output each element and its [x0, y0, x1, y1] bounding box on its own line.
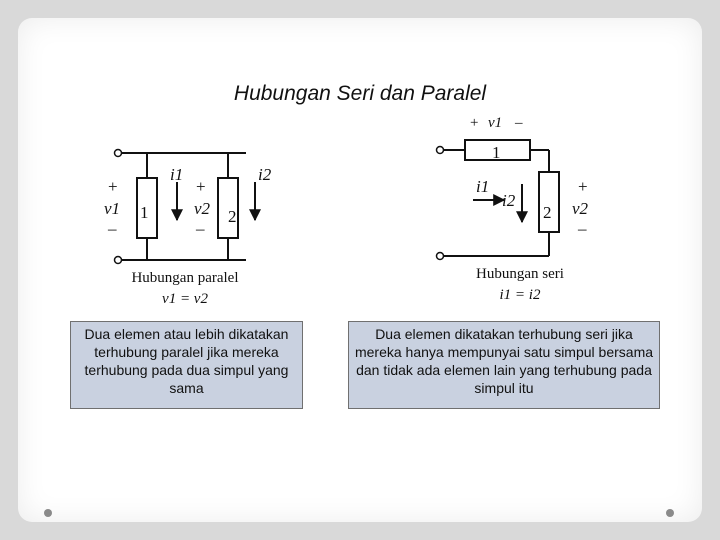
- series-i1-label: i1: [476, 177, 490, 196]
- parallel-plus-left: +: [108, 177, 118, 196]
- parallel-top-terminal: [115, 150, 122, 157]
- series-caption: [430, 264, 610, 306]
- series-minus-top: –: [515, 115, 523, 131]
- parallel-minus-mid: –: [196, 219, 205, 238]
- series-top-terminal: [437, 147, 444, 154]
- series-description-box: Dua elemen dikatakan terhubung seri jika mereka hanya mempunyai satu simpul bersama dan tidak ada elemen lain yang terhubung pada simpul itu: [348, 321, 660, 409]
- corner-dot-left: [44, 509, 52, 517]
- parallel-minus-left: –: [108, 219, 117, 238]
- parallel-plus-mid: +: [196, 177, 206, 196]
- parallel-v1-label: v1: [104, 199, 121, 218]
- parallel-description-box: Dua elemen atau lebih dikatakan terhubung paralel jika mereka terhubung pada dua simpul yang sama: [70, 321, 303, 409]
- series-bottom-terminal: [437, 253, 444, 260]
- parallel-bottom-terminal: [115, 257, 122, 264]
- parallel-v2-label: v2: [194, 199, 211, 218]
- parallel-caption: [95, 268, 275, 310]
- parallel-circuit: [104, 150, 272, 264]
- series-caption-title: Hubungan seri: [476, 266, 564, 282]
- series-element1-label: 1: [492, 143, 501, 162]
- parallel-caption-title: Hubungan paralel: [131, 270, 239, 286]
- parallel-element1-label: 1: [140, 203, 149, 222]
- parallel-i1-label: i1: [170, 165, 184, 184]
- parallel-caption-equation: v1 = v2: [162, 291, 208, 307]
- series-element2-label: 2: [543, 203, 552, 222]
- series-v1-label: v1: [488, 115, 503, 131]
- parallel-element2-label: 2: [228, 207, 237, 226]
- corner-dot-right: [666, 509, 674, 517]
- series-plus-top: +: [470, 115, 479, 131]
- series-minus-right: –: [578, 219, 587, 238]
- series-element-2: [539, 172, 559, 232]
- series-i2-label: i2: [502, 191, 516, 210]
- series-caption-equation: i1 = i2: [499, 287, 541, 303]
- slide-title: Hubungan Seri dan Paralel: [233, 82, 487, 105]
- parallel-i2-label: i2: [258, 165, 272, 184]
- series-v2-label: v2: [572, 199, 589, 218]
- series-plus-right: +: [578, 177, 588, 196]
- series-circuit: [437, 115, 589, 260]
